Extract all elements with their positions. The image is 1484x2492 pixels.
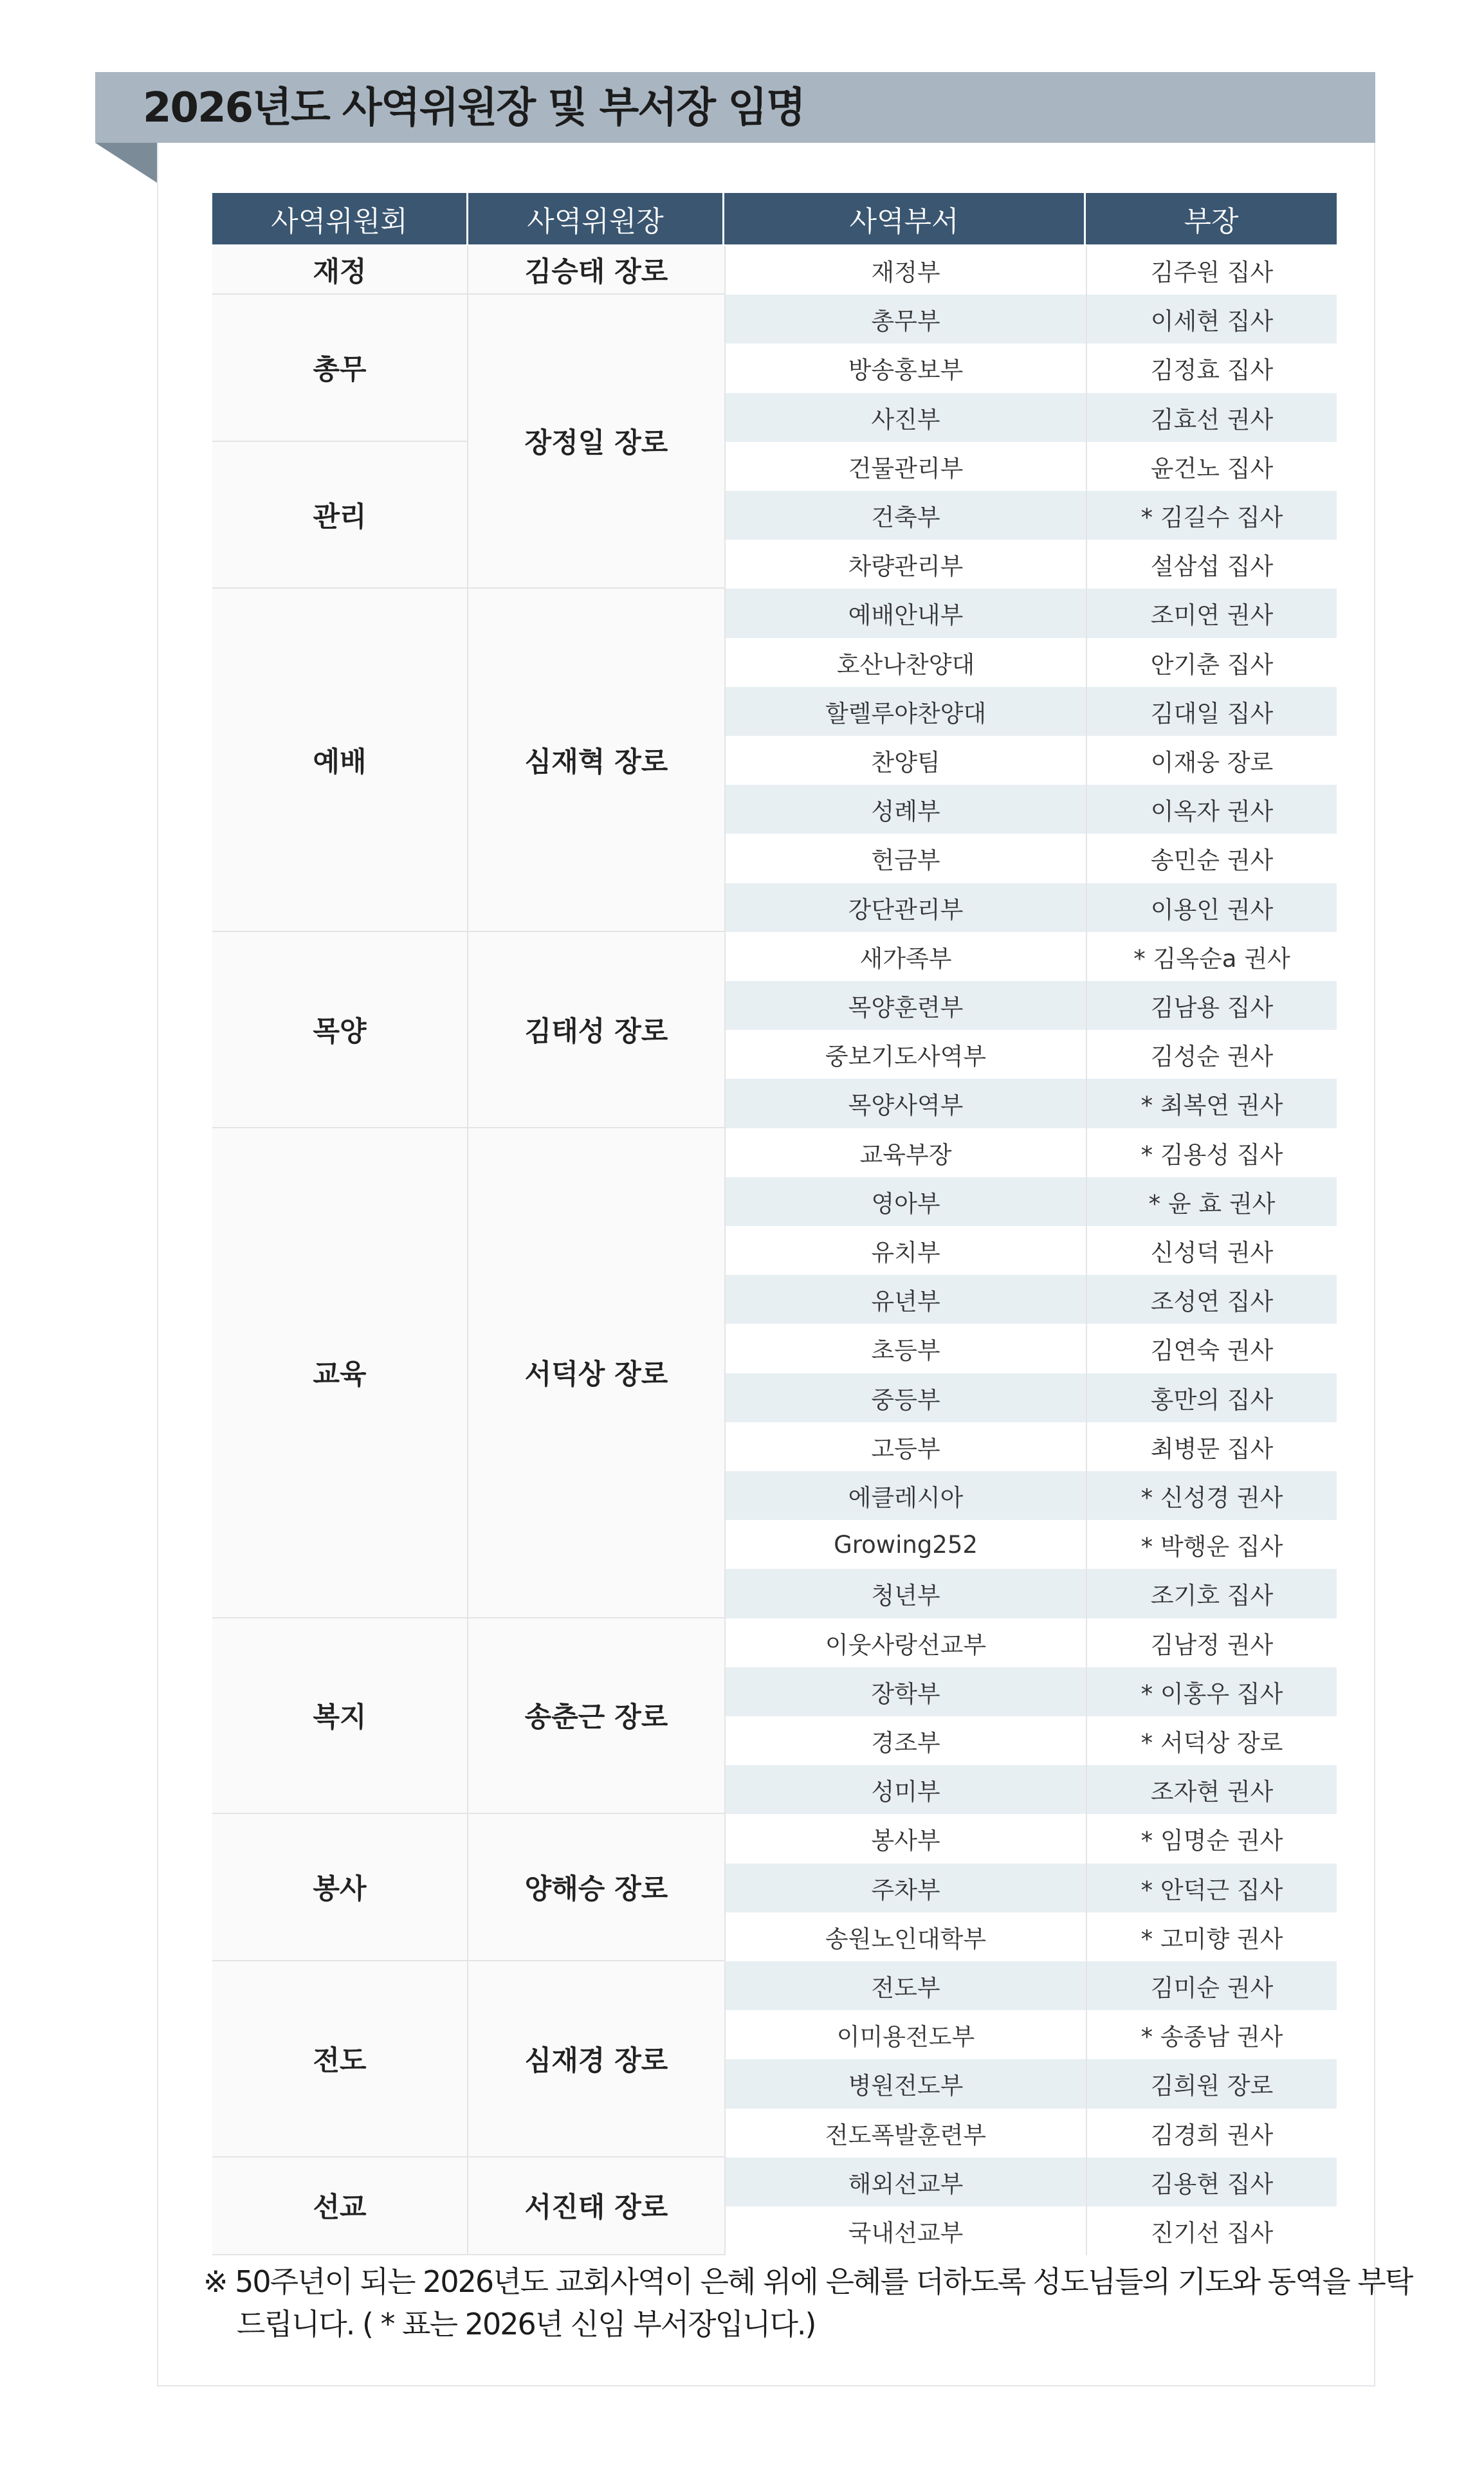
head-cell: 홍만의 집사 xyxy=(1087,1373,1337,1422)
head-cell: 김정효 집사 xyxy=(1150,356,1274,385)
column-header: 사역부서 xyxy=(724,193,1084,244)
footnote-line-2: 드립니다. ( * 표는 2026년 신임 부서장입니다.) xyxy=(237,2307,816,2341)
committee-cell: 전도 xyxy=(212,1961,468,2158)
committee-cell: 봉사 xyxy=(212,1814,468,1961)
chair-cell: 서덕상 장로 xyxy=(468,1128,724,1618)
footnote xyxy=(203,2260,1413,2341)
head-cell: 김경희 권사 xyxy=(1150,2121,1274,2149)
department-cell: 예배안내부 xyxy=(726,589,1086,637)
committee-cell: 재정 xyxy=(212,246,468,295)
head-cell: * 임명순 권사 xyxy=(1140,1827,1283,1855)
head-cell: 김효선 권사 xyxy=(1087,393,1337,442)
department-cell: 주차부 xyxy=(726,1864,1086,1912)
department-cell: 차량관리부 xyxy=(848,553,964,581)
department-cell: 찬양팀 xyxy=(871,749,940,777)
head-cell: 김대일 집사 xyxy=(1087,687,1337,736)
department-cell: 병원전도부 xyxy=(726,2059,1086,2108)
department-cell: 중등부 xyxy=(726,1373,1086,1422)
department-cell: 호산나찬양대 xyxy=(836,650,975,679)
department-cell: 할렐루야찬양대 xyxy=(726,687,1086,736)
department-cell: 성례부 xyxy=(726,785,1086,834)
head-cell: * 김길수 집사 xyxy=(1087,491,1337,540)
banner-fold xyxy=(95,143,157,183)
chair-cell: 서진태 장로 xyxy=(468,2158,724,2255)
department-cell: 목양훈련부 xyxy=(726,981,1086,1030)
department-cell: 방송홍보부 xyxy=(848,356,964,385)
committee-cell: 예배 xyxy=(212,589,468,931)
head-cell: * 서덕상 장로 xyxy=(1140,1729,1283,1757)
head-cell: 윤건노 집사 xyxy=(1150,454,1274,482)
department-cell: 경조부 xyxy=(871,1729,940,1757)
committee-cell: 목양 xyxy=(212,932,468,1128)
head-cell: * 윤 효 권사 xyxy=(1087,1177,1337,1226)
column-header: 사역위원회 xyxy=(212,193,466,244)
column-divider xyxy=(1086,246,1087,2255)
head-cell: 이옥자 권사 xyxy=(1087,785,1337,834)
department-cell: 봉사부 xyxy=(871,1827,940,1855)
head-cell: 진기선 집사 xyxy=(1150,2219,1274,2248)
head-cell: 최병문 집사 xyxy=(1150,1434,1274,1463)
footnote-line-1: ※ 50주년이 되는 2026년도 교회사역이 은혜 위에 은혜를 더하도록 성도님들의 기도와 동역을 부탁 xyxy=(203,2264,1413,2299)
department-cell: 이미용전도부 xyxy=(836,2023,975,2051)
head-cell: * 송종남 권사 xyxy=(1140,2023,1283,2051)
department-cell: 송원노인대학부 xyxy=(825,1925,987,1953)
head-cell: * 김용성 집사 xyxy=(1140,1141,1283,1169)
head-cell: * 안덕근 집사 xyxy=(1087,1864,1337,1912)
department-cell: 새가족부 xyxy=(859,944,952,973)
head-cell: 김남정 권사 xyxy=(1150,1631,1274,1659)
head-cell: 조미연 권사 xyxy=(1087,589,1337,637)
head-cell: 이용인 권사 xyxy=(1087,883,1337,932)
head-cell: 이세현 집사 xyxy=(1087,295,1337,344)
department-cell: 영아부 xyxy=(726,1177,1086,1226)
chair-cell: 송춘근 장로 xyxy=(468,1618,724,1815)
head-cell: 김성순 권사 xyxy=(1150,1043,1274,1071)
chair-cell: 김승태 장로 xyxy=(468,246,724,295)
department-cell: 유치부 xyxy=(871,1239,940,1267)
department-cell: 건축부 xyxy=(726,491,1086,540)
committee-cell: 교육 xyxy=(212,1128,468,1618)
page-title: 2026년도 사역위원장 및 부서장 임명 xyxy=(143,84,805,132)
column-header: 사역위원장 xyxy=(468,193,722,244)
department-cell: 재정부 xyxy=(871,259,940,287)
department-cell: 고등부 xyxy=(871,1434,940,1463)
head-cell: * 고미향 권사 xyxy=(1140,1925,1283,1953)
committee-cell: 관리 xyxy=(212,442,468,589)
head-cell: * 박행운 집사 xyxy=(1140,1533,1283,1561)
head-cell: 조기호 집사 xyxy=(1087,1569,1337,1618)
department-cell: 중보기도사역부 xyxy=(825,1043,987,1071)
column-header: 부장 xyxy=(1086,193,1337,244)
head-cell: 안기춘 집사 xyxy=(1150,650,1274,679)
head-cell: * 최복연 권사 xyxy=(1087,1079,1337,1128)
head-cell: 김미순 권사 xyxy=(1087,1961,1337,2010)
department-cell: 성미부 xyxy=(726,1765,1086,1814)
chair-cell: 양해승 장로 xyxy=(468,1814,724,1961)
head-cell: * 이홍우 집사 xyxy=(1087,1667,1337,1716)
department-cell: 사진부 xyxy=(726,393,1086,442)
head-cell: 설삼섭 집사 xyxy=(1150,553,1274,581)
department-cell: 초등부 xyxy=(871,1337,940,1365)
head-cell: 김연숙 권사 xyxy=(1150,1337,1274,1365)
chair-cell: 심재경 장로 xyxy=(468,1961,724,2158)
chair-cell: 장정일 장로 xyxy=(468,295,724,589)
department-cell: 국내선교부 xyxy=(848,2219,964,2248)
head-cell: 김용현 집사 xyxy=(1087,2158,1337,2206)
head-cell: 조자현 권사 xyxy=(1087,1765,1337,1814)
department-cell: 에클레시아 xyxy=(726,1471,1086,1520)
chair-cell: 심재혁 장로 xyxy=(468,589,724,931)
department-cell: 유년부 xyxy=(726,1275,1086,1324)
committee-cell: 복지 xyxy=(212,1618,468,1815)
head-cell: 이재웅 장로 xyxy=(1150,749,1274,777)
department-cell: 장학부 xyxy=(726,1667,1086,1716)
department-cell: 전도폭발훈련부 xyxy=(825,2121,987,2149)
department-cell: 건물관리부 xyxy=(848,454,964,482)
head-cell: 김주원 집사 xyxy=(1150,259,1274,287)
department-cell: 전도부 xyxy=(726,1961,1086,2010)
head-cell: 김희원 장로 xyxy=(1087,2059,1337,2108)
committee-cell: 총무 xyxy=(212,295,468,442)
department-cell: Growing252 xyxy=(834,1530,978,1559)
head-cell: 신성덕 권사 xyxy=(1150,1239,1274,1267)
department-cell: 교육부장 xyxy=(859,1141,952,1169)
department-cell: 총무부 xyxy=(726,295,1086,344)
department-cell: 강단관리부 xyxy=(726,883,1086,932)
column-divider xyxy=(724,246,726,2255)
head-cell: 김남용 집사 xyxy=(1087,981,1337,1030)
department-cell: 해외선교부 xyxy=(726,2158,1086,2206)
department-cell: 청년부 xyxy=(726,1569,1086,1618)
department-cell: 목양사역부 xyxy=(726,1079,1086,1128)
committee-cell: 선교 xyxy=(212,2158,468,2255)
head-cell: 송민순 권사 xyxy=(1150,847,1274,875)
head-cell: 조성연 집사 xyxy=(1087,1275,1337,1324)
head-cell: * 신성경 권사 xyxy=(1087,1471,1337,1520)
department-cell: 이웃사랑선교부 xyxy=(825,1631,987,1659)
department-cell: 헌금부 xyxy=(871,847,940,875)
chair-cell: 김태성 장로 xyxy=(468,932,724,1128)
head-cell: * 김옥순a 권사 xyxy=(1133,944,1290,973)
